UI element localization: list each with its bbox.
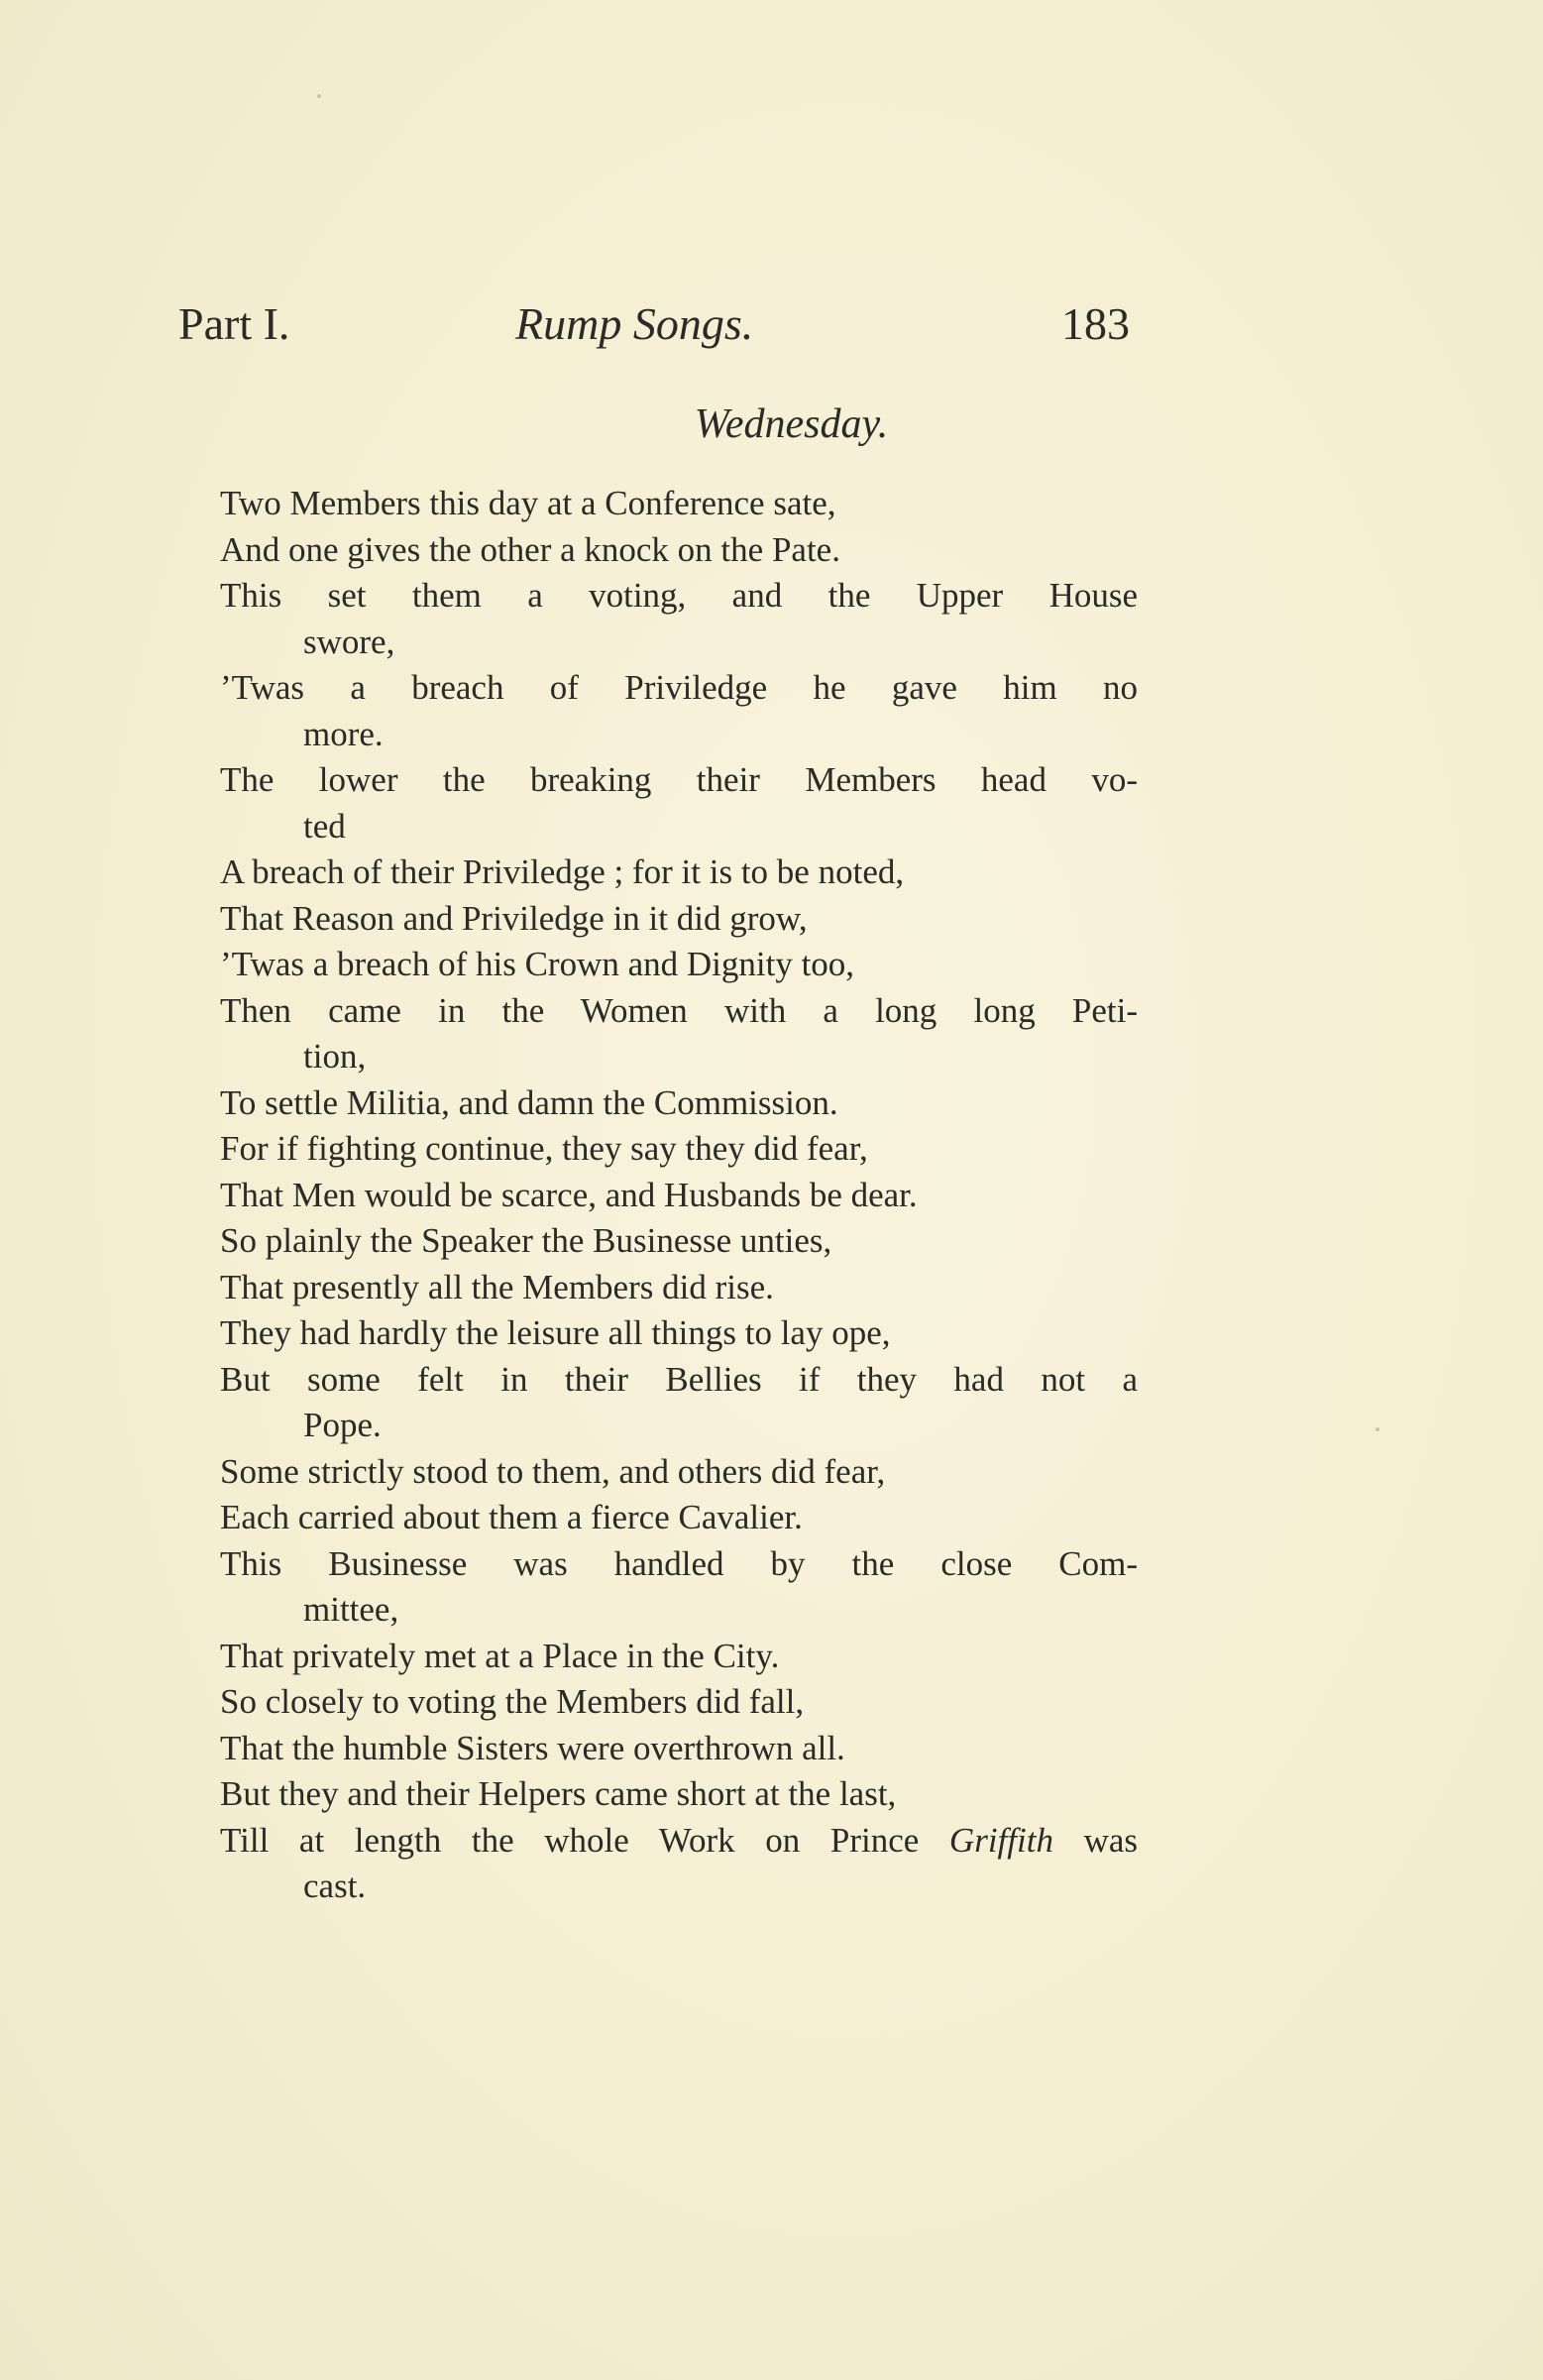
verse-line-italic: Griffith bbox=[948, 1820, 1053, 1860]
verse-line: That Reason and Priviledge in it did grow, bbox=[220, 898, 808, 938]
verse-line: This Businesse was handled by the close Com- bbox=[220, 1543, 1138, 1583]
verse-line: swore, bbox=[303, 622, 395, 661]
paper-speck bbox=[317, 94, 321, 98]
verse-line: Two Members this day at a Conference sate, bbox=[220, 484, 836, 522]
running-head bbox=[178, 289, 1130, 359]
verse-line: So closely to voting the Members did fall, bbox=[220, 1682, 805, 1721]
verse-line: This set them a voting, and the Upper House bbox=[220, 576, 1138, 615]
verse-line: The lower the breaking their Members head vo- bbox=[220, 760, 1138, 799]
verse-line: But they and their Helpers came short at the last, bbox=[220, 1774, 897, 1813]
verse-line: ted bbox=[303, 806, 346, 846]
verse-line: ’Twas a breach of Priviledge he gave him no bbox=[220, 668, 1138, 707]
verse-line: tion, bbox=[303, 1037, 367, 1076]
verse-line-text: was bbox=[1052, 1820, 1138, 1860]
verse-line: cast. bbox=[303, 1867, 367, 1905]
verse-line: Each carried about them a fierce Cavalier. bbox=[220, 1498, 803, 1536]
verse-line: That the humble Sisters were overthrown all. bbox=[220, 1728, 845, 1767]
verse-line: ’Twas a breach of his Crown and Dignity too, bbox=[220, 945, 855, 983]
verse-body bbox=[220, 481, 1138, 1910]
verse-line: And one gives the other a knock on the Pate. bbox=[220, 529, 840, 569]
verse-line: A breach of their Priviledge ; for it is to be noted, bbox=[220, 852, 905, 891]
verse-line: To settle Militia, and damn the Commission. bbox=[220, 1082, 838, 1122]
verse-line: mittee, bbox=[303, 1590, 399, 1629]
verse-line: For if fighting continue, they say they did fear, bbox=[220, 1129, 868, 1168]
verse-line: So plainly the Speaker the Businesse unties, bbox=[220, 1221, 832, 1260]
verse-line: Then came in the Women with a long long Peti- bbox=[220, 990, 1138, 1030]
verse-line-text: Till at length the whole Work on Prince bbox=[220, 1820, 949, 1860]
verse-line: Some strictly stood to them, and others did fear, bbox=[220, 1451, 886, 1491]
page-number: 183 bbox=[1061, 298, 1130, 349]
verse-line: They had hardly the leisure all things to lay ope, bbox=[220, 1313, 891, 1352]
verse-line: more. bbox=[303, 714, 384, 753]
paper-speck bbox=[1376, 1427, 1379, 1431]
running-title: Rump Songs. bbox=[515, 298, 754, 349]
verse-line: That presently all the Members did rise. bbox=[220, 1267, 774, 1306]
verse-line: That privately met at a Place in the City. bbox=[220, 1636, 780, 1675]
section-title: Wednesday. bbox=[694, 401, 889, 447]
part-label: Part I. bbox=[178, 298, 290, 349]
verse-line bbox=[220, 1818, 1138, 1865]
verse-line: But some felt in their Bellies if they had not a bbox=[220, 1359, 1138, 1399]
verse-line: That Men would be scarce, and Husbands be dear. bbox=[220, 1175, 918, 1214]
verse-line: Pope. bbox=[303, 1406, 382, 1444]
